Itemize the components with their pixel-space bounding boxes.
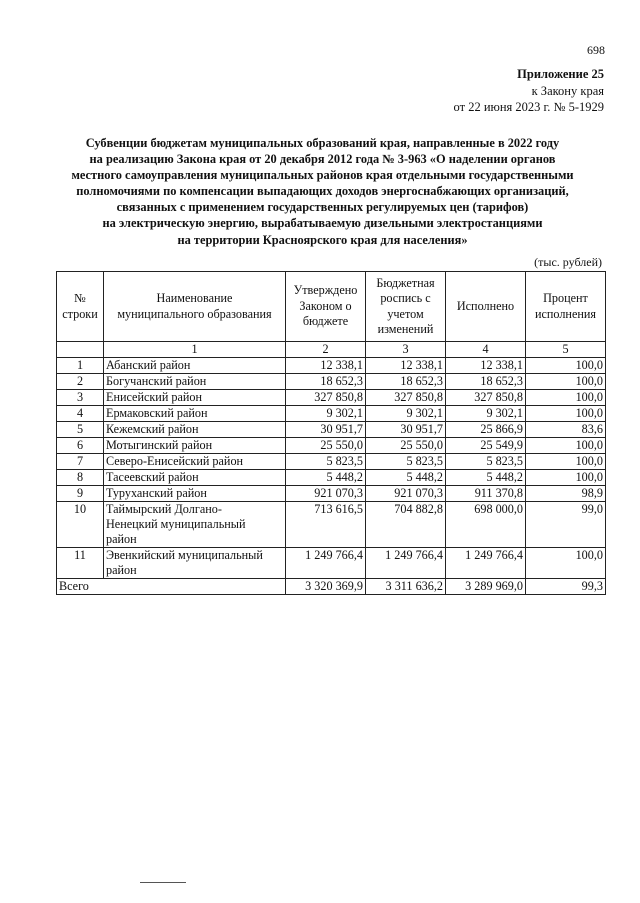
percent-value: 100,0 — [526, 390, 606, 406]
header-text: Утверждено — [293, 283, 358, 298]
percent-value: 100,0 — [526, 374, 606, 390]
header-executed — [446, 272, 526, 342]
column-number: 5 — [526, 342, 606, 358]
municipality-name: Эвенкийский муниципальный район — [104, 548, 286, 579]
municipality-name: Туруханский район — [104, 486, 286, 502]
header-text: учетом — [387, 306, 424, 321]
total-label: Всего — [57, 579, 286, 595]
appendix-date: от 22 июня 2023 г. № 5-1929 — [453, 100, 604, 114]
budget-value: 704 882,8 — [366, 502, 446, 548]
document-title — [40, 135, 605, 248]
budget-value: 921 070,3 — [366, 486, 446, 502]
appendix-law-ref: к Закону края — [531, 83, 604, 98]
percent-value: 100,0 — [526, 406, 606, 422]
budget-value: 5 448,2 — [366, 470, 446, 486]
row-number: 1 — [57, 358, 104, 374]
title-line: местного самоуправления муниципальных районов края отдельными государственными — [71, 168, 574, 183]
header-text: исполнения — [534, 306, 597, 321]
header-text: строки — [62, 306, 98, 321]
percent-value: 98,9 — [526, 486, 606, 502]
approved-value: 25 550,0 — [286, 438, 366, 454]
header-text: муниципального образования — [117, 306, 272, 321]
approved-value: 5 448,2 — [286, 470, 366, 486]
header-text: № — [74, 291, 86, 305]
percent-value: 100,0 — [526, 470, 606, 486]
row-number: 4 — [57, 406, 104, 422]
table-row — [57, 486, 606, 502]
approved-value: 921 070,3 — [286, 486, 366, 502]
municipality-name: Кежемский район — [104, 422, 286, 438]
budget-value: 25 550,0 — [366, 438, 446, 454]
approved-value: 5 823,5 — [286, 454, 366, 470]
footnote-rule — [140, 882, 186, 883]
header-text: Исполнено — [456, 298, 515, 313]
appendix-block — [454, 66, 604, 116]
row-number: 6 — [57, 438, 104, 454]
row-number: 5 — [57, 422, 104, 438]
title-line: на территории Красноярского края для населения» — [177, 232, 468, 247]
table-row — [57, 502, 606, 548]
table-row — [57, 390, 606, 406]
municipality-name: Ермаковский район — [104, 406, 286, 422]
approved-value: 12 338,1 — [286, 358, 366, 374]
percent-value: 83,6 — [526, 422, 606, 438]
total-row — [57, 579, 606, 595]
column-number: 4 — [446, 342, 526, 358]
approved-value: 9 302,1 — [286, 406, 366, 422]
municipality-name: Енисейский район — [104, 390, 286, 406]
table-row — [57, 454, 606, 470]
percent-value: 100,0 — [526, 358, 606, 374]
page-number: 698 — [587, 43, 605, 57]
executed-value: 25 866,9 — [446, 422, 526, 438]
header-approved — [286, 272, 366, 342]
approved-value: 30 951,7 — [286, 422, 366, 438]
executed-value: 25 549,9 — [446, 438, 526, 454]
executed-value: 12 338,1 — [446, 358, 526, 374]
approved-value: 327 850,8 — [286, 390, 366, 406]
approved-value: 713 616,5 — [286, 502, 366, 548]
total-percent: 99,3 — [526, 579, 606, 595]
row-number: 7 — [57, 454, 104, 470]
table-row — [57, 406, 606, 422]
row-number: 3 — [57, 390, 104, 406]
column-number: 1 — [104, 342, 286, 358]
total-executed: 3 289 969,0 — [446, 579, 526, 595]
municipality-name: Таймырский Долгано- Ненецкий муниципальный район — [104, 502, 286, 548]
executed-value: 9 302,1 — [446, 406, 526, 422]
executed-value: 1 249 766,4 — [446, 548, 526, 579]
header-text: Бюджетная — [376, 275, 435, 290]
appendix-title: Приложение 25 — [517, 67, 604, 81]
approved-value: 18 652,3 — [286, 374, 366, 390]
column-number: 3 — [366, 342, 446, 358]
row-number: 2 — [57, 374, 104, 390]
percent-value: 99,0 — [526, 502, 606, 548]
percent-value: 100,0 — [526, 438, 606, 454]
subventions-table — [56, 271, 606, 595]
column-number — [57, 342, 104, 358]
header-text: роспись с — [380, 291, 431, 305]
table-row — [57, 422, 606, 438]
title-line: на электрическую энергию, вырабатываемую дизельными электростанциями — [102, 216, 543, 231]
row-number: 9 — [57, 486, 104, 502]
table-row — [57, 470, 606, 486]
header-percent — [526, 272, 606, 342]
budget-value: 30 951,7 — [366, 422, 446, 438]
executed-value: 5 823,5 — [446, 454, 526, 470]
approved-value: 1 249 766,4 — [286, 548, 366, 579]
budget-value: 12 338,1 — [366, 358, 446, 374]
total-approved: 3 320 369,9 — [286, 579, 366, 595]
column-number-row — [57, 342, 606, 358]
row-number: 10 — [57, 502, 104, 548]
executed-value: 18 652,3 — [446, 374, 526, 390]
column-number: 2 — [286, 342, 366, 358]
executed-value: 5 448,2 — [446, 470, 526, 486]
row-number: 8 — [57, 470, 104, 486]
title-line: Субвенции бюджетам муниципальных образований края, направленные в 2022 году — [85, 136, 560, 150]
header-row-number — [57, 272, 104, 342]
budget-value: 18 652,3 — [366, 374, 446, 390]
executed-value: 698 000,0 — [446, 502, 526, 548]
units-label: (тыс. рублей) — [534, 255, 602, 269]
table-row — [57, 438, 606, 454]
total-budget: 3 311 636,2 — [366, 579, 446, 595]
header-row — [57, 272, 606, 342]
header-name — [104, 272, 286, 342]
row-number: 11 — [57, 548, 104, 579]
header-text: Наименование — [156, 291, 233, 305]
executed-value: 911 370,8 — [446, 486, 526, 502]
budget-value: 5 823,5 — [366, 454, 446, 470]
percent-value: 100,0 — [526, 454, 606, 470]
percent-value: 100,0 — [526, 548, 606, 579]
header-budget — [366, 272, 446, 342]
municipality-name: Тасеевский район — [104, 470, 286, 486]
header-text: Процент — [543, 291, 588, 305]
executed-value: 327 850,8 — [446, 390, 526, 406]
table-row — [57, 548, 606, 579]
municipality-name: Мотыгинский район — [104, 438, 286, 454]
table-row — [57, 358, 606, 374]
header-text: бюджете — [302, 314, 349, 329]
budget-value: 9 302,1 — [366, 406, 446, 422]
budget-value: 1 249 766,4 — [366, 548, 446, 579]
header-text: изменений — [377, 322, 434, 336]
header-text: Законом о — [299, 298, 352, 313]
budget-value: 327 850,8 — [366, 390, 446, 406]
municipality-name: Богучанский район — [104, 374, 286, 390]
title-line: связанных с применением государственных регулируемых цен (тарифов) — [116, 200, 529, 215]
title-line: на реализацию Закона края от 20 декабря 2012 года № 3-963 «О наделении органов — [89, 152, 556, 167]
municipality-name: Северо-Енисейский район — [104, 454, 286, 470]
municipality-name: Абанский район — [104, 358, 286, 374]
title-line: полномочиями по компенсации выпадающих доходов энергоснабжающих организаций, — [76, 184, 569, 199]
table-row — [57, 374, 606, 390]
